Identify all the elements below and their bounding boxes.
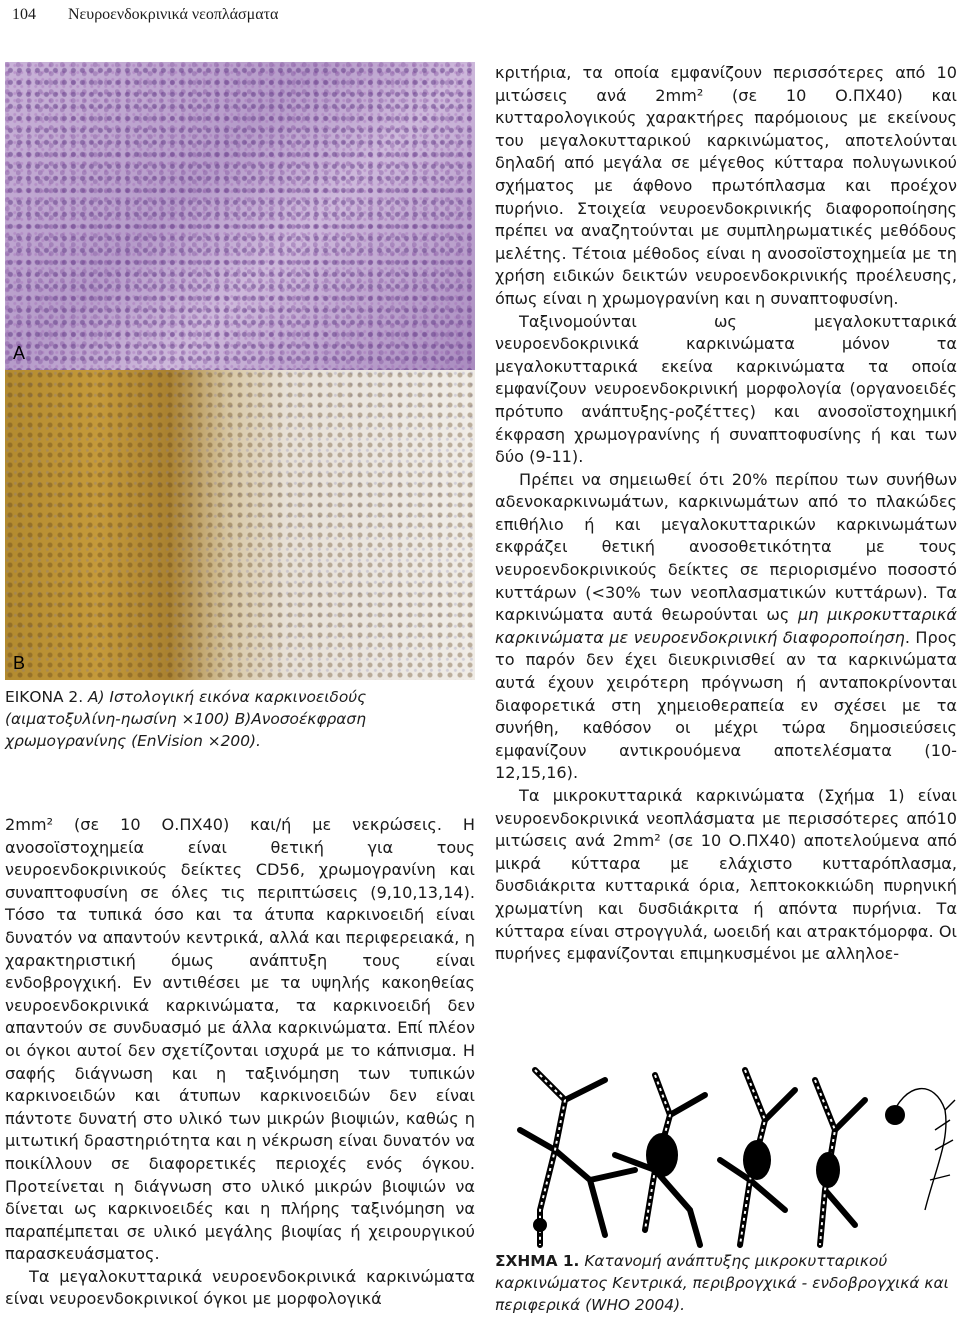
emphasis-term: μη μικροκυτταρικά καρκινώματα με νευροενδοκρινική διαφοροποίηση [495,605,957,647]
scheme-caption-label: ΣΧΗΜΑ 1. [495,1252,580,1270]
left-paragraph-2: Τα μεγαλοκυτταρικά νευροενδοκρινικά καρκινώματα είναι νευροενδοκρινικοί όγκοι με μορφολογικά [5,1266,475,1309]
right-column [495,62,957,966]
right-paragraph-4: Τα μικροκυτταρικά καρκινώματα (Σχήμα 1) είναι νευροενδοκρινικά νεοπλάσματα με περισσότερες από10 μιτώσεις ανά 2mm² (σε 10 Ο.ΠΧ40) αποτελούμενα από μικρά κύτταρα με ελάχιστο κυτταρόπλασμα, δυσδιάκριτα κυτταρικά όρια, λεπτοκοκκιώδη πυρηνική χρωματίνη και δυσδιάκριτα ή απόντα πυρήνια. Τα κύτταρα είναι στρογγυλά, ωοειδή και ατρακτόμορφα. Οι πυρήνες εμφανίζονται επιμηκυσμένοι με αλληλοε- [495,786,957,964]
panel-a-label: A [13,343,26,363]
panel-b-label: B [13,653,26,673]
figure-caption-label: ΕΙΚΟΝΑ 2. [5,688,84,706]
page-header [12,0,482,34]
page-number: 104 [12,6,36,23]
scheme-caption [495,1250,957,1316]
right-paragraph-3: Πρέπει να σημειωθεί ότι 20% περίπου των συνήθων αδενοκαρκινωμάτων, καρκινωμάτων από το πλακώδες επιθήλιο ή και μεγαλοκυτταρικών καρκινωμάτων εκφράζει θετική ανοσοθετικότητα με τους νευροενδοκρινικούς δείκτες σε περιορισμένο ποσοστό κυττάρων (<30% των νεοπλασματικών κυττάρων). Τα καρκινώματα αυτά θεωρούνται ως μη μικροκυτταρικά καρκινώματα με νευροενδοκρινική διαφοροποίηση. Προς το παρόν δεν έχει διευκρινισθεί αν τα καρκινώματα αυτά έχουν χειρότερη πρόγνωση ή ανταποκρίνονται διαφορετικά στη χημειοθεραπεία εν σχέσει με τα συνήθη, καθόσον οι μέχρι τώρα δημοσιεύσεις εμφανίζουν αντικρουόμενα αποτελέσματα (10-12,15,16). [495,469,958,783]
right-paragraph-1: κριτήρια, τα οποία εμφανίζουν περισσότερες από 10 μιτώσεις ανά 2mm² (σε 10 Ο.ΠΧ40) και κυτταρολογικούς χαρακτήρες παρόμοιους με εκείνους του μεγαλοκυτταρικού καρκινώματος, αποτελούνται δηλαδή από μεγάλα σε μέγεθος κύτταρα πολυγωνικού σχήματος με άφθονο πρωτόπλασμα και προέχον πυρήνιο. Στοιχεία νευροενδοκρινικής διαφοροποίησης πρέπει να αναζητούνται με συμπληρωματικές μεθόδους μελέτης. Τέτοια μέθοδος είναι η ανοσοϊστοχημεία με τη χρήση ειδικών δεικτών νευροενδοκρινικής προέλευσης, όπως είναι η χρωμογρανίνη και η συναπτοφυσίνη. [495,63,957,308]
right-paragraph-2: Ταξινομούνται ως μεγαλοκυτταρικά νευροενδοκρινικά καρκινώματα μόνον τα μεγαλοκυτταρικά εκείνα καρκινώματα τα οποία εμφανίζουν νευροενδοκρινική μορφολογία (οργανοειδές πρότυπο ανάπτυξης-ροζέττες) και ανοσοϊστοχημική έκφραση χρωμογρανίνης ή συναπτοφυσίνης ή και των δύο (9-11). [495,311,957,467]
bronchial-tree-svg [495,1060,957,1250]
figure-caption-text: Α) Ιστολογική εικόνα καρκινοειδούς (αιματοξυλίνη-ηωσίνη ×100) Β)Ανοσοέκφραση χρωμογρανίνης (EnVision ×200). [5,688,367,750]
running-title: Νευροενδοκρινικά νεοπλάσματα [68,6,279,23]
histology-image-a [5,62,475,370]
left-column [5,814,475,1311]
figure-caption [5,686,475,752]
immunostain-image-b [5,370,475,680]
scheme-caption-text: Κατανομή ανάπτυξης μικροκυτταρικού καρκινώματος Κεντρικά, περιβρογχικά - ενδοβρογχικά και περιφερικά (WHO 2004). [495,1252,949,1314]
bronchial-tree-diagram [495,1060,957,1250]
tumor-dot-peripheral [533,1218,547,1232]
left-paragraph-1: 2mm² (σε 10 Ο.ΠΧ40) και/ή με νεκρώσεις. Η ανοσοϊστοχημεία είναι θετική για τους νευροενδοκρινικούς δείκτες CD56, χρωμογρανίνη και συναπτοφυσίνη σε όλες τις περιπτώσεις (9,10,13,14). Τόσο τα τυπικά όσο και τα άτυπα καρκινοειδή είναι δυνατόν να απαντούν κεντρικά, αλλά και περιφερειακά, η χαρακτηριστική όμως ανάπτυξη τους είναι ενδοβρογχική. Εν αντιθέσει με τα υψηλής κακοηθείας νευροενδοκρινικά καρκινώματα, τα καρκινοειδή δεν απαντούν σε συνδυασμό με άλλα καρκινώματα. Επί πλέον οι όγκοι αυτοί δεν σχετίζονται ισχυρά με το κάπνισμα. Η σαφής διάγνωση και η ταξινόμηση των τυπικών καρκινοειδών και άτυπων καρκινοειδών δεν είναι πάντοτε δυνατή στο υλικό των μικρών βιοψιών, καθώς η μιτωτική δραστηριότητα και η νέκρωση είναι δυνατόν να ποικίλλουν σε διαφορετικές περιοχές ενός όγκου. Προτείνεται η διάγνωση στο υλικό μικρών βιοψιών να δίνεται ως καρκινοειδές και η πλήρης ταξινόμηση να παραπέμπεται σε υλικό μεγάλης βιοψίας ή χειρουργικού παρασκευάσματος. [5,815,475,1264]
